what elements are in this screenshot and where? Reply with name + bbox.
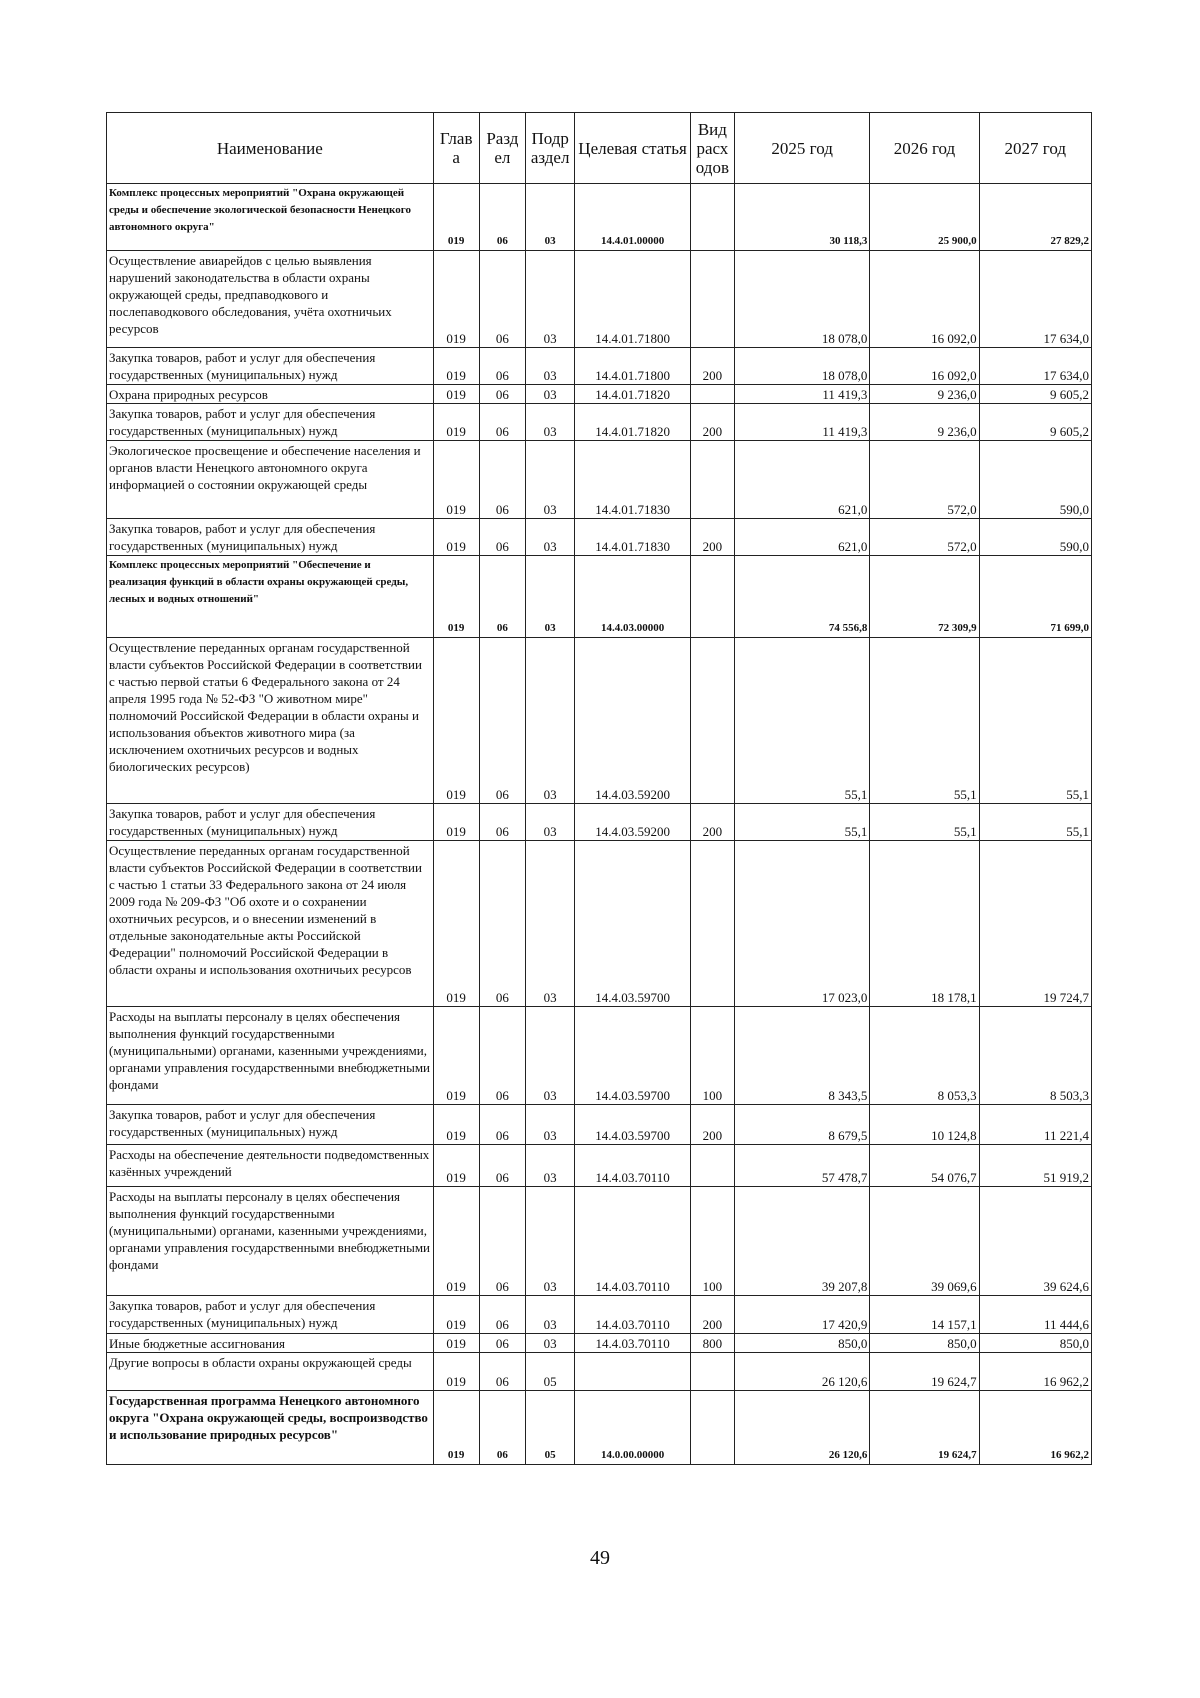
cell-expense-type: [690, 841, 734, 1007]
header-glava: Глав а: [433, 113, 479, 184]
cell-razdel: 06: [479, 1105, 525, 1145]
cell-razdel: 06: [479, 519, 525, 556]
table-row: [107, 1334, 1092, 1353]
cell-glava: 019: [433, 404, 479, 441]
cell-2027: 71 699,0: [979, 556, 1091, 638]
cell-2026: 10 124,8: [870, 1105, 979, 1145]
cell-razdel: 06: [479, 251, 525, 348]
cell-razdel: 06: [479, 1187, 525, 1296]
cell-target-article: 14.4.03.59700: [575, 1105, 691, 1145]
cell-glava: 019: [433, 1145, 479, 1187]
cell-target-article: 14.4.03.59700: [575, 841, 691, 1007]
cell-razdel: 06: [479, 348, 525, 385]
cell-2027: 16 962,2: [979, 1391, 1091, 1465]
cell-expense-type: 200: [690, 1296, 734, 1334]
cell-razdel: 06: [479, 404, 525, 441]
cell-name: Экологическое просвещение и обеспечение населения и органов власти Ненецкого автономного округа информацией о состоянии окружающей среды: [107, 441, 434, 519]
cell-name: Комплекс процессных мероприятий "Охрана окружающей среды и обеспечение экологической безопасности Ненецкого автономного округа": [107, 184, 434, 251]
cell-2027: 17 634,0: [979, 251, 1091, 348]
cell-2026: 572,0: [870, 441, 979, 519]
cell-glava: 019: [433, 804, 479, 841]
cell-2027: 590,0: [979, 441, 1091, 519]
cell-2026: 19 624,7: [870, 1391, 979, 1465]
cell-2025: 621,0: [734, 441, 869, 519]
cell-2025: 26 120,6: [734, 1353, 869, 1391]
header-year-2026: 2026 год: [870, 113, 979, 184]
cell-2027: 850,0: [979, 1334, 1091, 1353]
table-row: [107, 1105, 1092, 1145]
cell-podrazdel: 03: [525, 1296, 574, 1334]
table-row: [107, 184, 1092, 251]
cell-podrazdel: 05: [525, 1391, 574, 1465]
cell-glava: 019: [433, 1105, 479, 1145]
cell-target-article: 14.4.01.71800: [575, 251, 691, 348]
cell-name: Расходы на обеспечение деятельности подведомственных казённых учреждений: [107, 1145, 434, 1187]
cell-2027: 16 962,2: [979, 1353, 1091, 1391]
cell-2026: 18 178,1: [870, 841, 979, 1007]
cell-name: Государственная программа Ненецкого автономного округа "Охрана окружающей среды, воспроизводство и использование природных ресурсов": [107, 1391, 434, 1465]
budget-table: [106, 112, 1092, 1465]
cell-expense-type: [690, 184, 734, 251]
cell-2027: 17 634,0: [979, 348, 1091, 385]
cell-2025: 621,0: [734, 519, 869, 556]
cell-2025: 74 556,8: [734, 556, 869, 638]
cell-target-article: 14.4.01.71800: [575, 348, 691, 385]
cell-razdel: 06: [479, 1353, 525, 1391]
cell-2026: 54 076,7: [870, 1145, 979, 1187]
cell-name: Закупка товаров, работ и услуг для обеспечения государственных (муниципальных) нужд: [107, 1105, 434, 1145]
cell-2026: 16 092,0: [870, 348, 979, 385]
cell-glava: 019: [433, 251, 479, 348]
header-year-2025: 2025 год: [734, 113, 869, 184]
cell-name: Закупка товаров, работ и услуг для обеспечения государственных (муниципальных) нужд: [107, 519, 434, 556]
cell-2026: 55,1: [870, 638, 979, 804]
table-row: [107, 441, 1092, 519]
cell-razdel: 06: [479, 638, 525, 804]
cell-2026: 72 309,9: [870, 556, 979, 638]
cell-razdel: 06: [479, 1296, 525, 1334]
cell-name: Осуществление переданных органам государственной власти субъектов Российской Федерации в соответствии с частью 1 статьи 33 Федерального закона от 24 июля 2009 года № 209-ФЗ "Об охоте и о сохранении охотничьих ресурсов, и о внесении изменений в отдельные законодательные акты Российской Федерации" полномочий Российской Федерации в области охраны и использования охотничьих ресурсов: [107, 841, 434, 1007]
table-row: [107, 841, 1092, 1007]
cell-expense-type: 200: [690, 804, 734, 841]
cell-2027: 27 829,2: [979, 184, 1091, 251]
cell-podrazdel: 03: [525, 1334, 574, 1353]
cell-target-article: 14.4.03.00000: [575, 556, 691, 638]
table-row: [107, 1296, 1092, 1334]
header-expense-type: Вид расх одов: [690, 113, 734, 184]
cell-target-article: 14.4.03.70110: [575, 1334, 691, 1353]
cell-expense-type: 200: [690, 1105, 734, 1145]
cell-2027: 55,1: [979, 638, 1091, 804]
cell-podrazdel: 03: [525, 1007, 574, 1105]
cell-2027: 590,0: [979, 519, 1091, 556]
table-row: [107, 556, 1092, 638]
table-row: [107, 348, 1092, 385]
cell-glava: 019: [433, 638, 479, 804]
cell-expense-type: 100: [690, 1007, 734, 1105]
cell-glava: 019: [433, 1334, 479, 1353]
cell-expense-type: [690, 441, 734, 519]
cell-target-article: [575, 1353, 691, 1391]
cell-2025: 55,1: [734, 638, 869, 804]
cell-target-article: 14.4.03.70110: [575, 1145, 691, 1187]
cell-name: Другие вопросы в области охраны окружающей среды: [107, 1353, 434, 1391]
table-row: [107, 519, 1092, 556]
cell-razdel: 06: [479, 1145, 525, 1187]
cell-glava: 019: [433, 348, 479, 385]
header-razdel: Разд ел: [479, 113, 525, 184]
cell-glava: 019: [433, 1187, 479, 1296]
cell-2027: 11 444,6: [979, 1296, 1091, 1334]
table-row: [107, 385, 1092, 404]
cell-razdel: 06: [479, 841, 525, 1007]
cell-glava: 019: [433, 1296, 479, 1334]
cell-2025: 11 419,3: [734, 385, 869, 404]
cell-name: Охрана природных ресурсов: [107, 385, 434, 404]
cell-podrazdel: 03: [525, 1105, 574, 1145]
cell-razdel: 06: [479, 1334, 525, 1353]
cell-2026: 9 236,0: [870, 385, 979, 404]
cell-target-article: 14.4.03.70110: [575, 1187, 691, 1296]
page-number: 49: [590, 1547, 610, 1569]
cell-2025: 39 207,8: [734, 1187, 869, 1296]
cell-razdel: 06: [479, 385, 525, 404]
table-header-row: [107, 113, 1092, 184]
cell-target-article: 14.4.03.59700: [575, 1007, 691, 1105]
cell-target-article: 14.4.01.71830: [575, 441, 691, 519]
cell-2025: 8 343,5: [734, 1007, 869, 1105]
cell-razdel: 06: [479, 184, 525, 251]
cell-name: Закупка товаров, работ и услуг для обеспечения государственных (муниципальных) нужд: [107, 348, 434, 385]
cell-expense-type: [690, 251, 734, 348]
cell-target-article: 14.4.01.00000: [575, 184, 691, 251]
table-row: [107, 251, 1092, 348]
table-row: [107, 1187, 1092, 1296]
table-row: [107, 1145, 1092, 1187]
cell-podrazdel: 03: [525, 556, 574, 638]
cell-2027: 9 605,2: [979, 404, 1091, 441]
cell-glava: 019: [433, 385, 479, 404]
cell-2025: 17 420,9: [734, 1296, 869, 1334]
cell-podrazdel: 03: [525, 638, 574, 804]
cell-target-article: 14.4.01.71830: [575, 519, 691, 556]
cell-expense-type: [690, 638, 734, 804]
cell-expense-type: 100: [690, 1187, 734, 1296]
cell-2025: 8 679,5: [734, 1105, 869, 1145]
cell-podrazdel: 03: [525, 404, 574, 441]
cell-2027: 11 221,4: [979, 1105, 1091, 1145]
cell-2026: 25 900,0: [870, 184, 979, 251]
cell-glava: 019: [433, 1353, 479, 1391]
cell-razdel: 06: [479, 1391, 525, 1465]
cell-target-article: 14.4.01.71820: [575, 385, 691, 404]
header-year-2027: 2027 год: [979, 113, 1091, 184]
cell-razdel: 06: [479, 441, 525, 519]
cell-glava: 019: [433, 519, 479, 556]
cell-2026: 9 236,0: [870, 404, 979, 441]
cell-2026: 19 624,7: [870, 1353, 979, 1391]
cell-glava: 019: [433, 556, 479, 638]
cell-target-article: 14.4.03.59200: [575, 804, 691, 841]
cell-2025: 17 023,0: [734, 841, 869, 1007]
table-row: [107, 1353, 1092, 1391]
cell-expense-type: [690, 1391, 734, 1465]
header-name: Наименование: [107, 113, 434, 184]
cell-name: Закупка товаров, работ и услуг для обеспечения государственных (муниципальных) нужд: [107, 404, 434, 441]
cell-2026: 16 092,0: [870, 251, 979, 348]
cell-expense-type: 200: [690, 348, 734, 385]
cell-2025: 11 419,3: [734, 404, 869, 441]
table-body: [107, 184, 1092, 1465]
cell-glava: 019: [433, 1391, 479, 1465]
cell-2025: 18 078,0: [734, 251, 869, 348]
cell-2025: 26 120,6: [734, 1391, 869, 1465]
cell-name: Закупка товаров, работ и услуг для обеспечения государственных (муниципальных) нужд: [107, 1296, 434, 1334]
header-podrazdel: Подр аздел: [525, 113, 574, 184]
cell-2026: 55,1: [870, 804, 979, 841]
cell-target-article: 14.4.03.70110: [575, 1296, 691, 1334]
cell-name: Осуществление авиарейдов с целью выявления нарушений законодательства в области охраны окружающей среды, предпаводкового и послепаводкового обследования, учёта охотничьих ресурсов: [107, 251, 434, 348]
cell-2027: 9 605,2: [979, 385, 1091, 404]
cell-expense-type: 800: [690, 1334, 734, 1353]
cell-podrazdel: 03: [525, 804, 574, 841]
cell-glava: 019: [433, 841, 479, 1007]
cell-2026: 850,0: [870, 1334, 979, 1353]
cell-glava: 019: [433, 1007, 479, 1105]
cell-podrazdel: 03: [525, 1145, 574, 1187]
cell-target-article: 14.4.01.71820: [575, 404, 691, 441]
cell-podrazdel: 05: [525, 1353, 574, 1391]
cell-2025: 55,1: [734, 804, 869, 841]
table-row: [107, 1007, 1092, 1105]
table-row: [107, 404, 1092, 441]
header-target-article: Целевая статья: [575, 113, 691, 184]
cell-2025: 57 478,7: [734, 1145, 869, 1187]
cell-razdel: 06: [479, 804, 525, 841]
cell-2027: 39 624,6: [979, 1187, 1091, 1296]
cell-podrazdel: 03: [525, 519, 574, 556]
table-row: [107, 1391, 1092, 1465]
cell-podrazdel: 03: [525, 1187, 574, 1296]
cell-name: Осуществление переданных органам государственной власти субъектов Российской Федерации в соответствии с частью первой статьи 6 Федерального закона от 24 апреля 1995 года № 52-ФЗ "О животном мире" полномочий Российской Федерации в области охраны и использования объектов животного мира (за исключением охотничьих ресурсов и водных биологических ресурсов): [107, 638, 434, 804]
cell-expense-type: [690, 385, 734, 404]
cell-razdel: 06: [479, 556, 525, 638]
cell-podrazdel: 03: [525, 841, 574, 1007]
cell-2025: 30 118,3: [734, 184, 869, 251]
cell-podrazdel: 03: [525, 184, 574, 251]
table-row: [107, 804, 1092, 841]
table-row: [107, 638, 1092, 804]
cell-expense-type: [690, 1353, 734, 1391]
cell-2027: 19 724,7: [979, 841, 1091, 1007]
cell-glava: 019: [433, 441, 479, 519]
cell-target-article: 14.0.00.00000: [575, 1391, 691, 1465]
cell-2027: 8 503,3: [979, 1007, 1091, 1105]
cell-target-article: 14.4.03.59200: [575, 638, 691, 804]
cell-2026: 572,0: [870, 519, 979, 556]
cell-podrazdel: 03: [525, 385, 574, 404]
cell-2026: 8 053,3: [870, 1007, 979, 1105]
cell-expense-type: 200: [690, 404, 734, 441]
cell-name: Закупка товаров, работ и услуг для обеспечения государственных (муниципальных) нужд: [107, 804, 434, 841]
cell-podrazdel: 03: [525, 441, 574, 519]
cell-name: Иные бюджетные ассигнования: [107, 1334, 434, 1353]
cell-expense-type: 200: [690, 519, 734, 556]
cell-2026: 14 157,1: [870, 1296, 979, 1334]
cell-2027: 51 919,2: [979, 1145, 1091, 1187]
cell-2025: 850,0: [734, 1334, 869, 1353]
cell-2025: 18 078,0: [734, 348, 869, 385]
cell-podrazdel: 03: [525, 348, 574, 385]
cell-name: Расходы на выплаты персоналу в целях обеспечения выполнения функций государственными (муниципальными) органами, казенными учреждениями, органами управления государственными внебюджетными фондами: [107, 1007, 434, 1105]
cell-expense-type: [690, 1145, 734, 1187]
cell-name: Расходы на выплаты персоналу в целях обеспечения выполнения функций государственными (муниципальными) органами, казенными учреждениями, органами управления государственными внебюджетными фондами: [107, 1187, 434, 1296]
cell-2027: 55,1: [979, 804, 1091, 841]
cell-razdel: 06: [479, 1007, 525, 1105]
cell-glava: 019: [433, 184, 479, 251]
cell-expense-type: [690, 556, 734, 638]
cell-podrazdel: 03: [525, 251, 574, 348]
cell-2026: 39 069,6: [870, 1187, 979, 1296]
cell-name: Комплекс процессных мероприятий "Обеспечение и реализация функций в области охраны окружающей среды, лесных и водных отношений": [107, 556, 434, 638]
